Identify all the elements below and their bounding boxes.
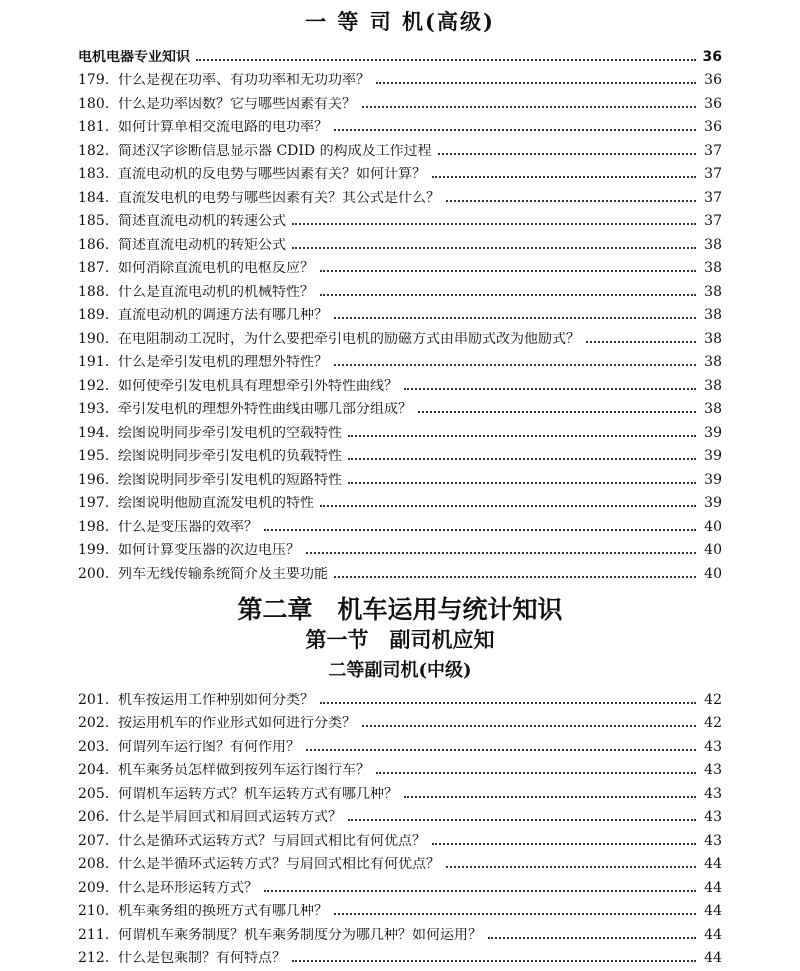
dot-leader [320, 701, 696, 704]
toc-entry-title: 什么是半肩回式和肩回式运转方式？ [118, 810, 342, 824]
dot-leader [264, 889, 696, 892]
toc-entry-number: 183. [78, 166, 110, 182]
toc-page-number: 39 [704, 471, 722, 488]
dot-leader [334, 363, 696, 366]
toc-entry-number: 196. [78, 471, 110, 488]
toc-entry-number: 202. [78, 715, 110, 731]
toc-page-number: 39 [704, 448, 722, 464]
toc-entry-title: 什么是牵引发电机的理想外特性？ [118, 355, 328, 369]
toc-page-number: 37 [704, 213, 722, 229]
toc-entry-title: 什么是功率因数？它与哪些因素有关？ [118, 96, 356, 111]
toc-entry-number: 182. [78, 142, 110, 159]
toc-entry-number: 180. [78, 95, 110, 112]
toc-entry-number: 187. [78, 260, 110, 276]
toc-entry [78, 730, 722, 754]
toc-page-number: 43 [704, 832, 722, 849]
toc-page-number: 40 [704, 518, 722, 535]
toc-entry [78, 801, 722, 825]
toc-entry-number: 195. [78, 448, 110, 464]
toc-page-number: 38 [704, 236, 722, 253]
toc-entry [78, 181, 722, 205]
toc-list-operation [78, 683, 722, 965]
toc-entry [78, 824, 722, 848]
toc-entry-title: 机车按运用工作种别如何分类？ [118, 692, 314, 707]
dot-leader [348, 457, 696, 460]
toc-entry [78, 777, 722, 801]
toc-entry [78, 918, 722, 942]
toc-page-number: 40 [704, 542, 722, 558]
toc-entry-number: 197. [78, 495, 110, 511]
dot-leader [334, 128, 696, 131]
toc-page-number: 39 [704, 424, 722, 441]
toc-entry [78, 369, 722, 393]
toc-entry [78, 848, 722, 872]
toc-page-number: 43 [704, 809, 722, 825]
toc-page-number: 36 [704, 95, 722, 112]
toc-entry-title: 绘图说明他励直流发电机的特性 [118, 496, 314, 510]
toc-page-number: 38 [704, 401, 722, 417]
toc-entry-title: 什么是半循环式运转方式？与肩回式相比有何优点？ [118, 857, 440, 871]
toc-entry-number: 211. [78, 926, 110, 943]
toc-entry [78, 463, 722, 487]
dot-leader [334, 316, 696, 319]
toc-entry [78, 557, 722, 581]
dot-leader [376, 771, 696, 774]
toc-entry [78, 754, 722, 778]
dot-leader [292, 959, 696, 962]
toc-entry-title: 如何计算单相交流电路的电功率？ [118, 120, 328, 134]
toc-page-number: 40 [704, 565, 722, 582]
toc-entry-title: 直流发电机的电势与哪些因素有关？其公式是什么？ [118, 190, 440, 205]
toc-entry-number: 189. [78, 307, 110, 323]
toc-entry-title: 何谓机车运转方式？机车运转方式有哪几种？ [118, 786, 398, 801]
toc-entry-title: 什么是变压器的效率？ [118, 519, 258, 534]
toc-entry-number: 199. [78, 542, 110, 558]
toc-page-number: 36 [704, 72, 722, 88]
toc-entry-number: 205. [78, 785, 110, 802]
chapter-title: 第二章 机车运用与统计知识 [237, 595, 563, 624]
dot-leader [362, 105, 696, 108]
dot-leader [432, 175, 696, 178]
toc-entry-number: 210. [78, 903, 110, 919]
toc-entry [78, 87, 722, 111]
toc-section-heading: 电机电器专业知识 [78, 49, 190, 64]
toc-entry-number: 208. [78, 856, 110, 872]
dot-leader [404, 387, 696, 390]
toc-entry-title: 绘图说明同步牵引发电机的短路特性 [118, 472, 342, 487]
toc-entry [78, 510, 722, 534]
toc-page-number: 44 [704, 879, 722, 896]
toc-page-number: 39 [704, 495, 722, 511]
toc-entry-number: 203. [78, 738, 110, 755]
toc-entry-number: 198. [78, 518, 110, 535]
dot-leader [446, 865, 696, 868]
toc-page-number: 43 [704, 738, 722, 755]
dot-leader [362, 724, 696, 727]
dot-leader [292, 222, 696, 225]
toc-entry-number: 185. [78, 213, 110, 229]
toc-entry-title: 简述直流电动机的转矩公式 [118, 237, 286, 252]
toc-entry [78, 40, 722, 64]
toc-page-number: 42 [704, 691, 722, 708]
toc-entry-title: 什么是环形运转方式？ [118, 880, 258, 895]
toc-entry [78, 64, 722, 88]
toc-page-number: 38 [704, 377, 722, 394]
toc-entry-number: 212. [78, 950, 110, 966]
toc-entry [78, 134, 722, 158]
toc-entry [78, 299, 722, 323]
toc-page-number: 44 [704, 856, 722, 872]
toc-entry-number: 200. [78, 565, 110, 582]
toc-list-electrical [78, 40, 722, 581]
toc-entry [78, 942, 722, 966]
dot-leader [418, 410, 696, 413]
toc-entry-title: 牵引发电机的理想外特性曲线由哪几部分组成？ [118, 402, 412, 416]
dot-leader [292, 246, 696, 249]
toc-entry [78, 205, 722, 229]
toc-page-number: 37 [704, 166, 722, 182]
toc-entry-title: 什么是直流电动机的机械特性？ [118, 284, 314, 299]
toc-entry-title: 何谓机车乘务制度？机车乘务制度分为哪几种？如何运用？ [118, 927, 482, 942]
dot-leader [488, 936, 696, 939]
dot-leader [334, 575, 696, 578]
toc-page-number: 44 [704, 926, 722, 943]
toc-entry-title: 直流电动机的调速方法有哪几种？ [118, 308, 328, 322]
dot-leader [306, 551, 696, 554]
toc-entry-number: 193. [78, 401, 110, 417]
dot-leader [404, 795, 696, 798]
toc-page-number: 36 [704, 119, 722, 135]
toc-entry-number: 190. [78, 330, 110, 347]
toc-entry-title: 如何使牵引发电机具有理想牵引外特性曲线？ [118, 378, 398, 393]
toc-entry-title: 绘图说明同步牵引发电机的负载特性 [118, 449, 342, 463]
toc-entry-title: 直流电动机的反电势与哪些因素有关？如何计算？ [118, 167, 426, 181]
dot-leader [320, 504, 696, 507]
toc-entry-title: 简述直流电动机的转速公式 [118, 214, 286, 228]
toc-entry-number: 204. [78, 762, 110, 778]
dot-leader [586, 340, 696, 343]
toc-entry [78, 346, 722, 370]
dot-leader [264, 528, 696, 531]
toc-entry-number: 179. [78, 72, 110, 88]
toc-entry-number: 191. [78, 354, 110, 370]
toc-entry [78, 534, 722, 558]
toc-entry [78, 416, 722, 440]
toc-entry-number: 209. [78, 879, 110, 896]
level-heading-driver-senior: 一 等 司 机(高级) [305, 9, 495, 34]
toc-page-number: 38 [704, 307, 722, 323]
toc-page-number: 36 [702, 48, 722, 65]
toc-entry [78, 895, 722, 919]
toc-page-number: 44 [704, 950, 722, 966]
toc-entry [78, 683, 722, 707]
toc-page-number: 38 [704, 330, 722, 347]
toc-entry-number: 188. [78, 283, 110, 300]
toc-entry [78, 871, 722, 895]
dot-leader [334, 912, 696, 915]
toc-entry-title: 机车乘务组的换班方式有哪几种？ [118, 904, 328, 918]
toc-entry [78, 275, 722, 299]
toc-entry-number: 207. [78, 832, 110, 849]
toc-page-number: 42 [704, 715, 722, 731]
toc-entry-title: 简述汉字诊断信息显示器 CDID 的构成及工作过程 [118, 143, 432, 158]
toc-entry [78, 228, 722, 252]
toc-entry-number: 192. [78, 377, 110, 394]
toc-entry-title: 什么是包乘制？有何特点？ [118, 951, 286, 965]
toc-entry-title: 如何计算变压器的次边电压？ [118, 543, 300, 557]
toc-page-number: 38 [704, 260, 722, 276]
dot-leader [446, 199, 696, 202]
toc-entry [78, 707, 722, 731]
toc-entry [78, 322, 722, 346]
level-heading-assistant-intermediate: 二等副司机(中级) [328, 660, 472, 681]
toc-entry-title: 什么是视在功率、有功功率和无功功率？ [118, 73, 370, 87]
toc-entry-title: 列车无线传输系统简介及主要功能 [118, 566, 328, 581]
dot-leader [376, 81, 696, 84]
toc-page-number: 37 [704, 142, 722, 159]
toc-page-number: 43 [704, 762, 722, 778]
toc-page-number: 37 [704, 189, 722, 206]
toc-entry-title: 按运用机车的作业形式如何进行分类？ [118, 716, 356, 730]
toc-entry-title: 如何消除直流电机的电枢反应？ [118, 261, 314, 275]
dot-leader [348, 434, 696, 437]
dot-leader [438, 152, 696, 155]
toc-entry-title: 机车乘务员怎样做到按列车运行图行车？ [118, 763, 370, 777]
toc-entry [78, 111, 722, 135]
toc-entry-number: 186. [78, 236, 110, 253]
toc-page-number: 38 [704, 354, 722, 370]
dot-leader [320, 293, 696, 296]
toc-entry-title: 在电阻制动工况时，为什么要把牵引电机的励磁方式由串励式改为他励式？ [118, 331, 580, 346]
toc-entry-number: 184. [78, 189, 110, 206]
toc-entry [78, 487, 722, 511]
toc-entry-number: 206. [78, 809, 110, 825]
dot-leader [196, 58, 696, 61]
toc-entry-number: 194. [78, 424, 110, 441]
toc-entry [78, 393, 722, 417]
toc-entry-title: 何谓列车运行图？有何作用？ [118, 739, 300, 754]
dot-leader [432, 842, 696, 845]
dot-leader [348, 818, 696, 821]
dot-leader [320, 269, 696, 272]
toc-page-number: 38 [704, 283, 722, 300]
toc-page-number: 43 [704, 785, 722, 802]
toc-entry-number: 181. [78, 119, 110, 135]
toc-entry-number: 201. [78, 691, 110, 708]
toc-entry [78, 158, 722, 182]
toc-page-number: 44 [704, 903, 722, 919]
dot-leader [348, 481, 696, 484]
toc-entry-title: 什么是循环式运转方式？与肩回式相比有何优点？ [118, 833, 426, 848]
toc-entry [78, 252, 722, 276]
toc-entry-title: 绘图说明同步牵引发电机的空载特性 [118, 425, 342, 440]
toc-entry [78, 440, 722, 464]
dot-leader [306, 748, 696, 751]
section-title: 第一节 副司机应知 [305, 627, 495, 652]
